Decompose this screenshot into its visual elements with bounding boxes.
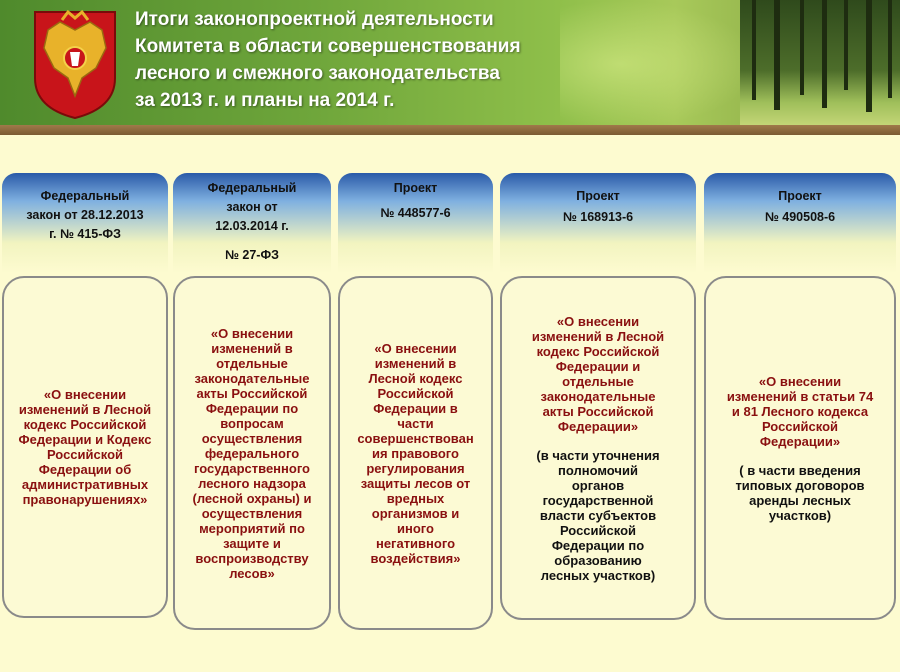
- column-body-law-415: [2, 276, 168, 618]
- header-banner: [0, 0, 900, 128]
- column-header-line: № 27-ФЗ: [225, 248, 279, 262]
- title-line: Итоги законопроектной деятельности: [135, 9, 494, 30]
- column-body-text: «О внесении изменений в Лесной кодекс Российской Федерации в части совершенствован ия правового регулирования защиты лесов от вредных организмов и иного негативного воздействия»: [357, 340, 474, 566]
- column-header-line: Федеральный: [207, 181, 297, 195]
- column-header-line: № 448577-6: [380, 206, 451, 220]
- column-header-line: № 490508-6: [764, 210, 836, 224]
- column-body-text: «О внесении изменений в статьи 74 и 81 Лесного кодекса Российской Федерации»: [726, 373, 874, 449]
- column-header-line: Проект: [393, 181, 438, 195]
- column-body-project-490508: [704, 276, 896, 620]
- banner-glow: [560, 0, 760, 128]
- russian-coat-of-arms-icon: [30, 8, 120, 120]
- forest-image: [740, 0, 900, 128]
- column-body-law-27: [173, 276, 331, 630]
- column-header-line: № 168913-6: [562, 210, 634, 224]
- column-body-project-168913: [500, 276, 696, 620]
- column-body-text: «О внесении изменений в отдельные законодательные акты Российской Федерации по вопросам осуществления федерального государственного лесного надзора (лесной охраны) и осуществления мероприятий по защите и воспроизводству лесов»: [192, 325, 312, 581]
- title-line: за 2013 г. и планы на 2014 г.: [135, 90, 395, 111]
- column-body-text: «О внесении изменений в Лесной кодекс Российской Федерации и отдельные законодательные акты Российской Федерации»: [531, 313, 665, 434]
- column-header-line: г. № 415-ФЗ: [49, 227, 121, 241]
- column-header-project-490508: [704, 173, 896, 273]
- column-header-line: закон от 28.12.2013: [26, 208, 144, 222]
- column-header-line: Федеральный: [40, 189, 130, 203]
- column-header-law-415: [2, 173, 168, 273]
- column-header-line: 12.03.2014 г.: [215, 219, 289, 233]
- column-note-text: ( в части введения типовых договоров аренды лесных участков): [735, 462, 865, 523]
- title-line: лесного и смежного законодательства: [135, 63, 500, 84]
- column-header-project-168913: [500, 173, 696, 273]
- page-title: [135, 6, 521, 114]
- column-header-law-27: [173, 173, 331, 273]
- column-note-text: (в части уточнения полномочий органов государственной власти субъектов Российской Федерации по образованию лесных участков): [536, 447, 660, 583]
- column-header-project-448577: [338, 173, 493, 273]
- column-header-line: Проект: [778, 189, 822, 203]
- column-body-project-448577: [338, 276, 493, 630]
- column-header-line: Проект: [576, 189, 620, 203]
- column-header-line: закон от: [226, 200, 278, 214]
- column-body-text: «О внесении изменений в Лесной кодекс Российской Федерации и Кодекс Российской Федерации об административных правонарушениях»: [18, 387, 152, 507]
- header-divider-band: [0, 125, 900, 135]
- title-line: Комитета в области совершенствования: [135, 36, 521, 57]
